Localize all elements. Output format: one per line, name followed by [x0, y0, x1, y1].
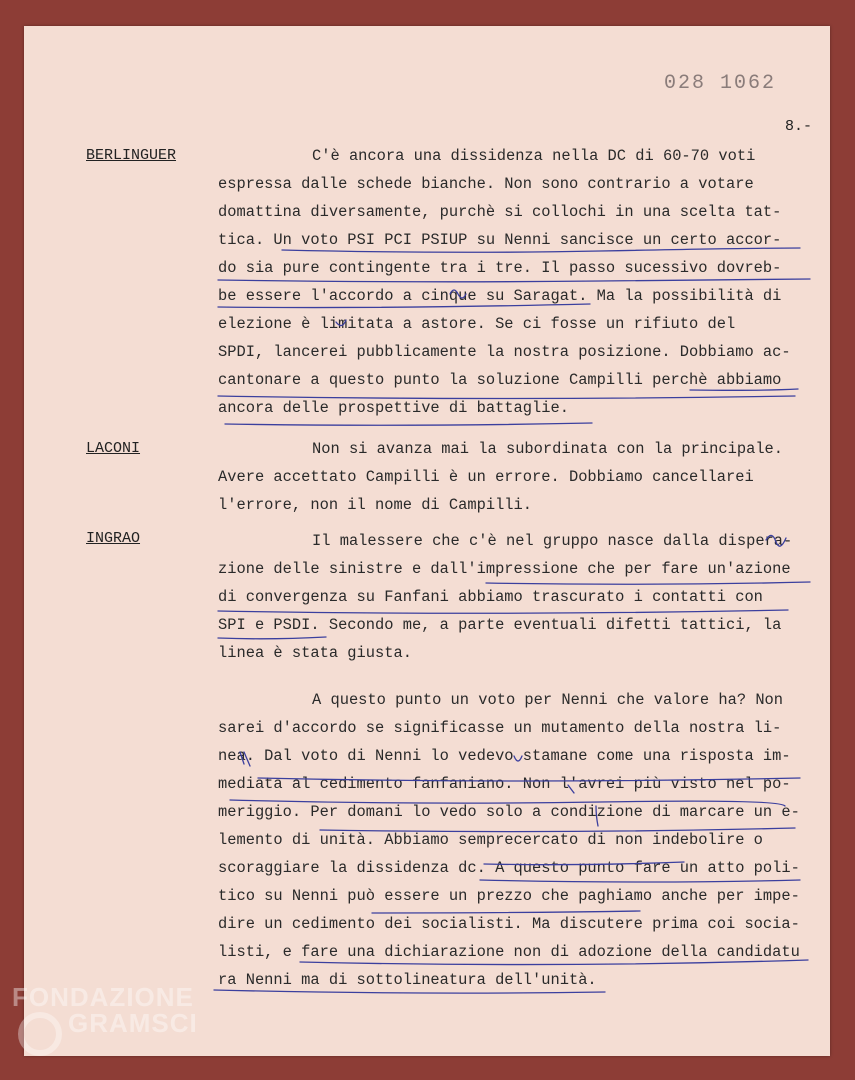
- archive-watermark: [12, 984, 198, 1036]
- watermark-line: FONDAZIONE: [12, 982, 194, 1012]
- page-number: 8.-: [785, 118, 813, 135]
- text-line: zione delle sinistre e dall'impressione che per fare un'azione: [218, 560, 791, 578]
- text-line: Avere accettato Campilli è un errore. Dobbiamo cancellarei: [218, 468, 754, 486]
- text-line: C'è ancora una dissidenza nella DC di 60-70 voti: [312, 147, 756, 165]
- speaker-name: INGRAO: [86, 530, 141, 547]
- text-line: meriggio. Per domani lo vedo solo a condizione di marcare un e-: [218, 803, 800, 821]
- text-line: A questo punto un voto per Nenni che valore ha? Non: [312, 691, 784, 709]
- text-line: ancora delle prospettive di battaglie.: [218, 399, 569, 417]
- text-line: be essere l'accordo a cinque su Saragat. Ma la possibilità di: [218, 287, 782, 305]
- text-line: linea è stata giusta.: [218, 644, 412, 662]
- text-line: SPI e PSDI. Secondo me, a parte eventuali difetti tattici, la: [218, 616, 782, 634]
- text-line: l'errore, non il nome di Campilli.: [218, 496, 533, 514]
- speaker-name: BERLINGUER: [86, 147, 177, 164]
- text-line: dire un cedimento dei socialisti. Ma discutere prima coi socia-: [218, 915, 800, 933]
- speaker-name: LACONI: [86, 440, 141, 457]
- text-line: scoraggiare la dissidenza dc. A questo punto fare un atto poli-: [218, 859, 800, 877]
- text-line: SPDI, lancerei pubblicamente la nostra posizione. Dobbiamo ac-: [218, 343, 791, 361]
- text-line: do sia pure contingente tra i tre. Il passo sucessivo dovreb-: [218, 259, 782, 277]
- text-line: Il malessere che c'è nel gruppo nasce dalla dispera-: [312, 532, 793, 550]
- watermark-line: GRAMSCI: [68, 1008, 198, 1038]
- text-line: domattina diversamente, purchè si collochi in una scelta tat-: [218, 203, 782, 221]
- text-line: mediata al cedimento fanfaniano. Non l'avrei più visto nel po-: [218, 775, 791, 793]
- text-line: tico su Nenni può essere un prezzo che paghiamo anche per impe-: [218, 887, 800, 905]
- text-line: tica. Un voto PSI PCI PSIUP su Nenni sancisce un certo accor-: [218, 231, 782, 249]
- text-line: di convergenza su Fanfani abbiamo trascurato i contatti con: [218, 588, 763, 606]
- text-line: ra Nenni ma di sottolineatura dell'unità.: [218, 971, 597, 989]
- text-line: nea. Dal voto di Nenni lo vedevo stamane come una risposta im-: [218, 747, 791, 765]
- text-line: listi, e fare una dichiarazione non di adozione della candidatu: [218, 943, 800, 961]
- text-line: Non si avanza mai la subordinata con la principale.: [312, 440, 784, 458]
- text-line: lemento di unità. Abbiamo semprecercato di non indebolire o: [218, 831, 763, 849]
- text-line: sarei d'accordo se significasse un mutamento della nostra li-: [218, 719, 782, 737]
- text-line: cantonare a questo punto la soluzione Campilli perchè abbiamo: [218, 371, 782, 389]
- text-line: espressa dalle schede bianche. Non sono contrario a votare: [218, 175, 754, 193]
- text-line: elezione è limitata a astore. Se ci fosse un rifiuto del: [218, 315, 736, 333]
- archive-number: 028 1062: [664, 72, 777, 95]
